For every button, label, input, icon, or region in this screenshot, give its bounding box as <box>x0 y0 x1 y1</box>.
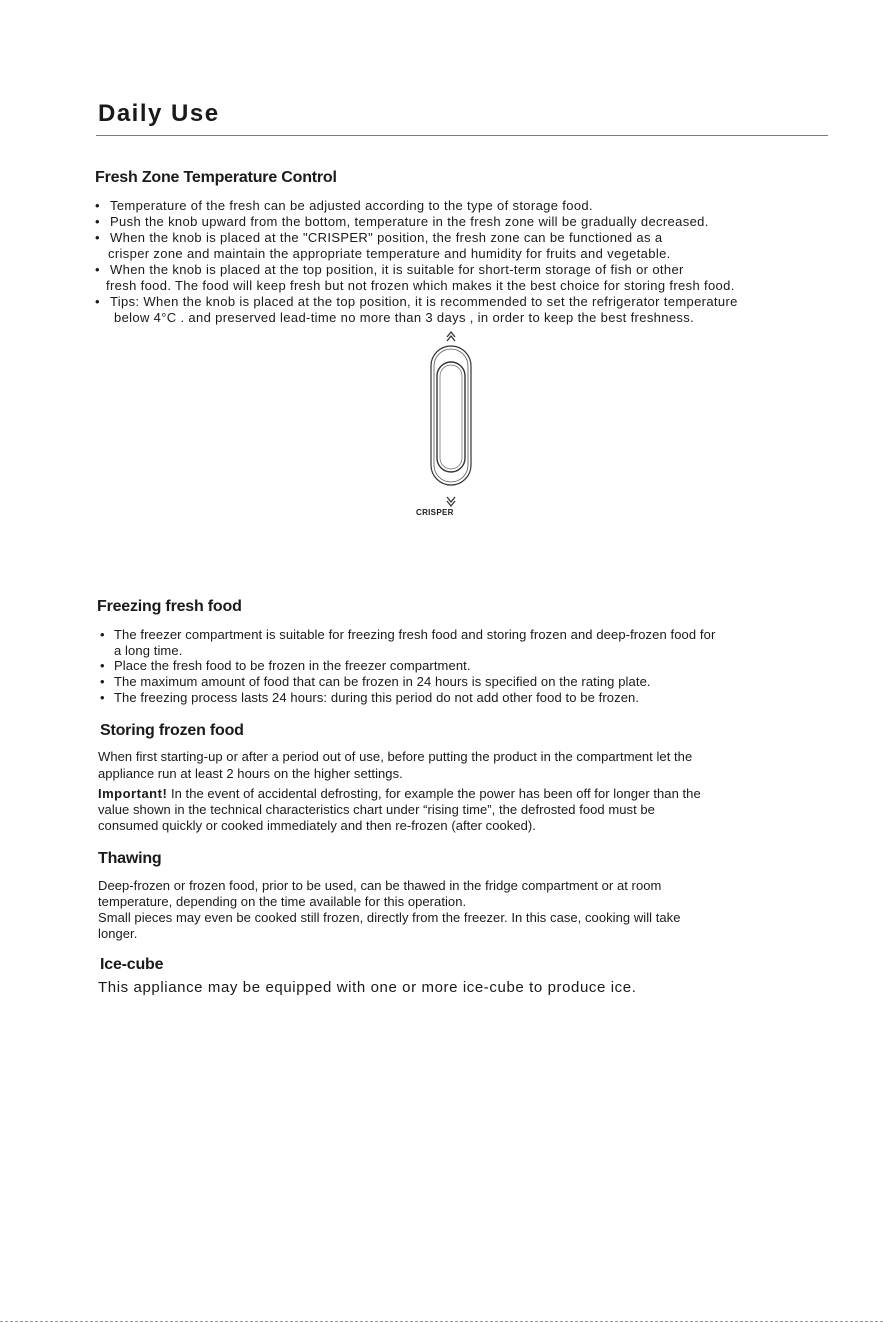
list-item-continuation: fresh food. The food will keep fresh but not frozen which makes it the best choice for storing fresh food. <box>106 278 735 293</box>
storing-text: When first starting-up or after a period out of use, before putting the product in the compartment let the <box>98 749 693 764</box>
list-item: • Push the knob upward from the bottom, temperature in the fresh zone will be gradually decreased. <box>95 214 709 229</box>
list-item: • Temperature of the fresh can be adjusted according to the type of storage food. <box>95 198 593 213</box>
thawing-heading: Thawing <box>98 850 162 867</box>
knob <box>437 362 465 472</box>
important-label: Important! <box>98 786 168 801</box>
storing-important-text: consumed quickly or cooked immediately and then re-frozen (after cooked). <box>98 818 536 833</box>
chevron-down-icon <box>447 497 455 506</box>
page-title: Daily Use <box>98 100 220 127</box>
list-item: • The maximum amount of food that can be frozen in 24 hours is specified on the rating plate. <box>100 674 651 689</box>
icecube-text: This appliance may be equipped with one or more ice-cube to produce ice. <box>98 979 637 996</box>
storing-important-text: Important! In the event of accidental defrosting, for example the power has been off for longer than the <box>98 786 701 801</box>
thawing-text: longer. <box>98 926 138 941</box>
thawing-text: temperature, depending on the time available for this operation. <box>98 894 467 909</box>
knob-inner <box>440 365 462 469</box>
storing-text: appliance run at least 2 hours on the higher settings. <box>98 766 403 781</box>
list-item: • When the knob is placed at the "CRISPER" position, the fresh zone can be functioned as a <box>95 230 663 245</box>
crisper-label: CRISPER <box>416 508 454 517</box>
list-item-continuation: below 4°C . and preserved lead-time no more than 3 days , in order to keep the best freshness. <box>114 310 695 325</box>
list-item: • The freezing process lasts 24 hours: during this period do not add other food to be frozen. <box>100 690 640 705</box>
storing-important-text: value shown in the technical characteristics chart under “rising time”, the defrosted food must be <box>98 802 655 817</box>
icecube-heading: Ice-cube <box>100 956 164 973</box>
thawing-text: Deep-frozen or frozen food, prior to be used, can be thawed in the fridge compartment or at room <box>98 878 662 893</box>
title-divider <box>96 135 828 136</box>
list-item: • Tips: When the knob is placed at the top position, it is recommended to set the refrigerator temperature <box>95 294 738 309</box>
list-item: • Place the fresh food to be frozen in the freezer compartment. <box>100 658 471 673</box>
chevron-up-icon <box>447 332 455 341</box>
list-item: • The freezer compartment is suitable for freezing fresh food and storing frozen and deep-frozen food for <box>100 627 716 642</box>
list-item-continuation: crisper zone and maintain the appropriate temperature and humidity for fruits and vegetable. <box>108 246 671 261</box>
thawing-text: Small pieces may even be cooked still frozen, directly from the freezer. In this case, cooking will take <box>98 910 681 925</box>
storing-heading: Storing frozen food <box>100 722 244 739</box>
fresh-zone-heading: Fresh Zone Temperature Control <box>95 169 337 186</box>
list-item-continuation: a long time. <box>114 643 183 658</box>
temperature-knob-illustration <box>420 328 484 520</box>
freezing-heading: Freezing fresh food <box>97 598 242 615</box>
list-item: • When the knob is placed at the top position, it is suitable for short-term storage of fish or other <box>95 262 684 277</box>
page-bottom-border <box>0 1321 883 1322</box>
